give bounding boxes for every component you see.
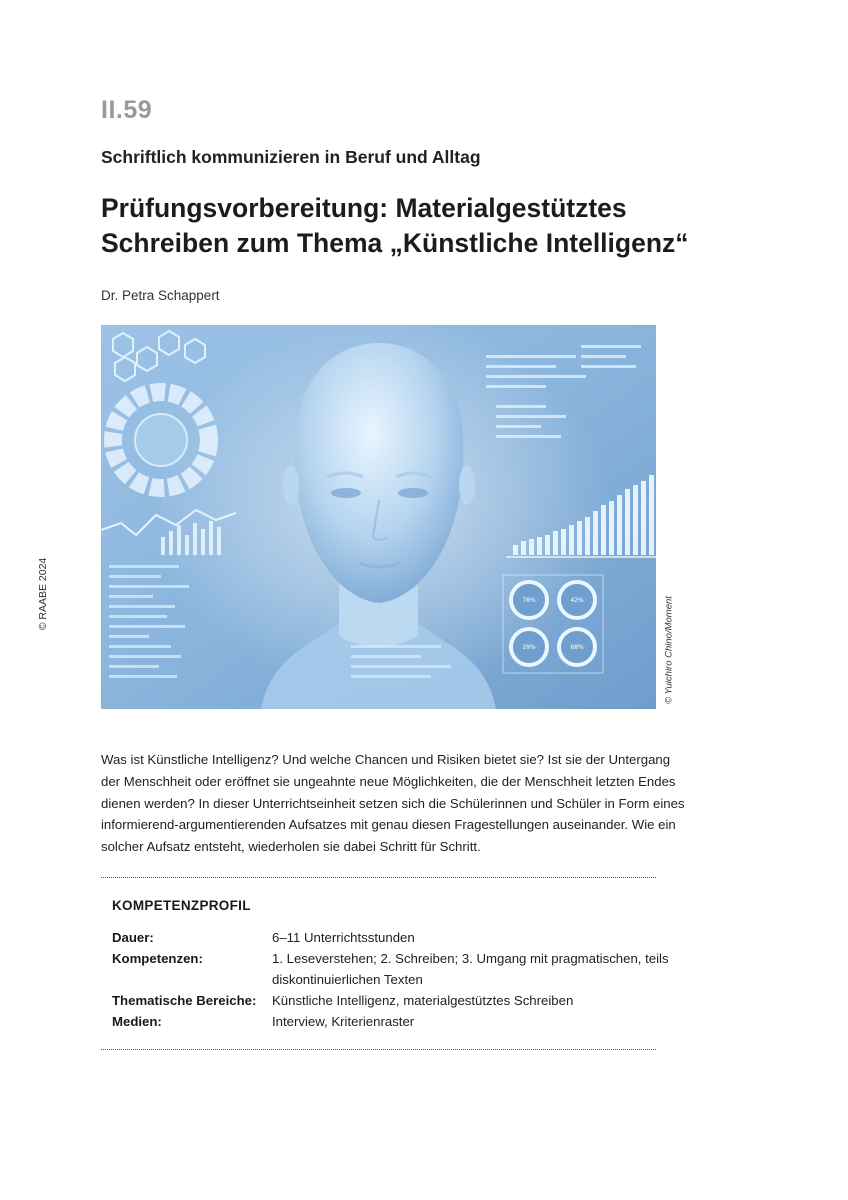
profile-value-line: 6–11 Unterrichtsstunden: [272, 930, 415, 945]
unit-number: II.59: [101, 96, 153, 124]
title-line-1: Prüfungsvorbereitung: Materialgestütztes: [101, 193, 627, 223]
page-title: [101, 191, 721, 261]
copyright-notice: [36, 558, 50, 630]
profile-value-line: Interview, Kriterienraster: [272, 1014, 415, 1029]
profile-label: Kompetenzen:: [112, 951, 203, 966]
intro-line: informierend-argumentierenden Aufsatzes mit genau diesen Fragestellungen auseinander. Wie ein: [101, 817, 676, 833]
image-credit-text: © Yuichiro Chino/Moment: [663, 596, 675, 704]
ring-label-1: 78%: [522, 597, 536, 604]
intro-line: der Menschheit oder eröffnet sie ungeahnte neue Möglichkeiten, die der Menschheit letzten Endes: [101, 773, 676, 789]
profile-label: Thematische Bereiche:: [112, 993, 257, 1008]
intro-line: dienen werden? In dieser Unterrichtseinheit setzen sich die Schülerinnen und Schüler in Form eines: [101, 795, 685, 811]
profile-heading: KOMPETENZPROFIL: [112, 898, 251, 913]
profile-label: Medien:: [112, 1014, 162, 1029]
profile-value-line: Künstliche Intelligenz, materialgestütztes Schreiben: [272, 993, 574, 1008]
profile-value-line: diskontinuierlichen Texten: [272, 972, 423, 987]
intro-paragraph: [101, 749, 685, 858]
ring-label-2: 42%: [570, 597, 584, 604]
intro-line: solcher Aufsatz entsteht, wiederholen sie dabei Schritt für Schritt.: [101, 839, 481, 855]
intro-line: Was ist Künstliche Intelligenz? Und welche Chancen und Risiken bietet sie? Ist sie der Untergang: [101, 752, 671, 767]
profile-value: [272, 927, 662, 948]
profile-value: [272, 948, 669, 990]
profile-value: [272, 1011, 662, 1032]
profile-label: Dauer:: [112, 930, 154, 945]
hero-image-ai-head: [101, 325, 656, 709]
profile-value-line: 1. Leseverstehen; 2. Schreiben; 3. Umgang mit pragmatischen, teils: [272, 951, 669, 966]
profile-divider-top: [101, 877, 656, 878]
unit-subtitle: Schriftlich kommunizieren in Beruf und Alltag: [101, 147, 481, 167]
ring-label-3: 29%: [522, 644, 536, 651]
copyright-text: © RAABE 2024: [37, 557, 49, 631]
title-line-2: Schreiben zum Thema „Künstliche Intelligenz“: [101, 228, 689, 258]
ring-label-4: 68%: [570, 644, 584, 651]
author: Dr. Petra Schappert: [101, 288, 220, 303]
image-credit: [662, 588, 676, 712]
profile-divider-bottom: [101, 1049, 656, 1050]
profile-value: [272, 990, 662, 1011]
